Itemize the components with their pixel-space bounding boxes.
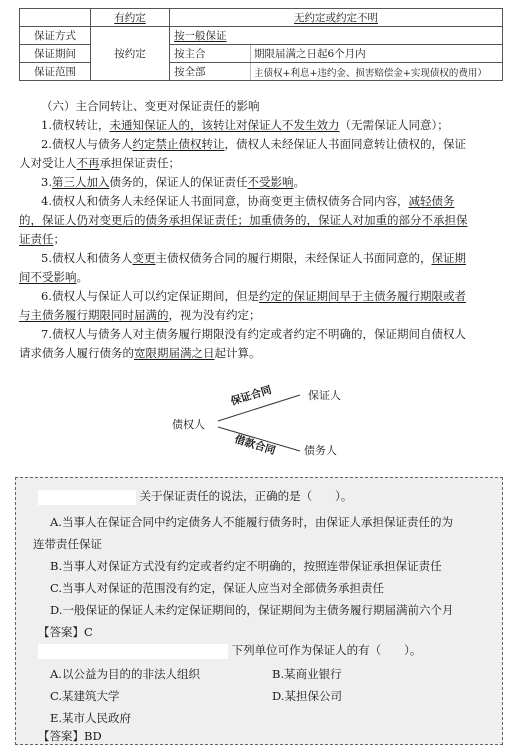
table-row — [20, 27, 503, 45]
q1-answer: 【答案】C — [38, 625, 93, 639]
relationship-diagram — [170, 383, 370, 463]
q2-option-e: E.某市人民政府 — [50, 711, 132, 725]
row-label: 保证期间 — [20, 45, 91, 63]
paragraph-4-cont: 的，保证人仍对变更后的债务承担保证责任；加重债务的，保证人对加重的部分不承担保 — [19, 213, 468, 227]
paragraph-1: 1.债权转让，未通知保证人的，该转让对保证人不发生效力（无需保证人同意）； — [41, 118, 449, 132]
row-label: 保证范围 — [20, 63, 91, 81]
paragraph-6: 6.债权人与保证人可以约定保证期间，但是约定的保证期间早于主债务履行期限或者 — [41, 289, 466, 303]
q2-option-d: D.某担保公司 — [272, 689, 342, 703]
paragraph-5-cont: 间不受影响。 — [19, 270, 88, 284]
row-value: 按全部 主债权+利息+违约金、损害赔偿金+实现债权的费用） — [170, 63, 503, 81]
q1-option-d: D.一般保证的保证人未约定保证期间的，保证期间为主债务履行期届满前六个月 — [50, 603, 454, 617]
q2-answer: 【答案】BD — [38, 729, 102, 743]
table-header-agreed: 有约定 — [91, 9, 170, 27]
q2-option-b: B.某商业银行 — [272, 667, 342, 681]
section-body — [19, 97, 503, 363]
row-label: 保证方式 — [20, 27, 91, 45]
q1-option-b: B.当事人对保证方式没有约定或者约定不明确的，按照连带保证承担保证责任 — [50, 559, 442, 573]
paragraph-7: 7.债权人与债务人对主债务履行期限没有约定或者约定不明确的，保证期间自债权人 — [41, 327, 466, 341]
row-value: 按一般保证 — [170, 27, 503, 45]
paragraph-6-cont: 与主债务履行期限同时届满的，视为没有约定； — [19, 308, 261, 322]
section-title: （六）主合同转让、变更对保证责任的影响 — [41, 99, 260, 113]
creditor-label: 债权人 — [172, 419, 205, 431]
table-header-not-agreed: 无约定或约定不明 — [170, 9, 503, 27]
q2-option-c: C.某建筑大学 — [50, 689, 120, 703]
paragraph-2-cont: 人对受让人不再承担保证责任； — [19, 156, 180, 170]
paragraph-3: 3.第三人加入债务的，保证人的保证责任不受影响。 — [41, 175, 305, 189]
q1-option-a-cont: 连带责任保证 — [33, 537, 102, 551]
q2-stem: 下列单位可作为保证人的有（ ）。 — [38, 642, 421, 659]
paragraph-7-cont: 请求债务人履行债务的宽限期届满之日起计算。 — [19, 346, 261, 360]
merged-agreed-cell: 按约定 — [91, 27, 170, 81]
loan-contract-label: 借款合同 — [233, 433, 277, 458]
paragraph-4: 4.债权人和债务人未经保证人书面同意，协商变更主债权债务合同内容，减轻债务 — [41, 194, 455, 208]
redacted-block — [38, 490, 136, 505]
paragraph-4-cont: 证责任； — [19, 232, 65, 246]
cropped-fragment: 按全部 — [170, 63, 251, 80]
q1-stem: 关于保证责任的说法，正确的是（ ）。 — [38, 488, 352, 505]
paragraph-5: 5.债权人和债务人变更主债权债务合同的履行期限，未经保证人书面同意的，保证期 — [41, 251, 466, 265]
table-header-row — [20, 9, 503, 27]
guarantor-label: 保证人 — [308, 390, 341, 402]
table-header-empty — [20, 9, 91, 27]
q1-option-c: C.当事人对保证的范围没有约定，保证人应当对全部债务承担责任 — [50, 581, 385, 595]
redacted-block — [38, 644, 228, 659]
guarantee-contract-label: 保证合同 — [229, 384, 274, 408]
guarantee-table — [19, 8, 503, 81]
q1-option-a: A.当事人在保证合同中约定债务人不能履行债务时，由保证人承担保证责任的为 — [50, 515, 453, 529]
row-value: 按主合 期限届满之日起6个月内 — [170, 45, 503, 63]
paragraph-2: 2.债权人与债务人约定禁止债权转让，债权人未经保证人书面同意转让债权的，保证 — [41, 137, 466, 151]
q2-option-a: A.以公益为目的的非法人组织 — [50, 667, 200, 681]
debtor-label: 债务人 — [304, 445, 337, 457]
cropped-fragment: 按主合 — [170, 45, 251, 62]
question-box — [15, 477, 503, 745]
